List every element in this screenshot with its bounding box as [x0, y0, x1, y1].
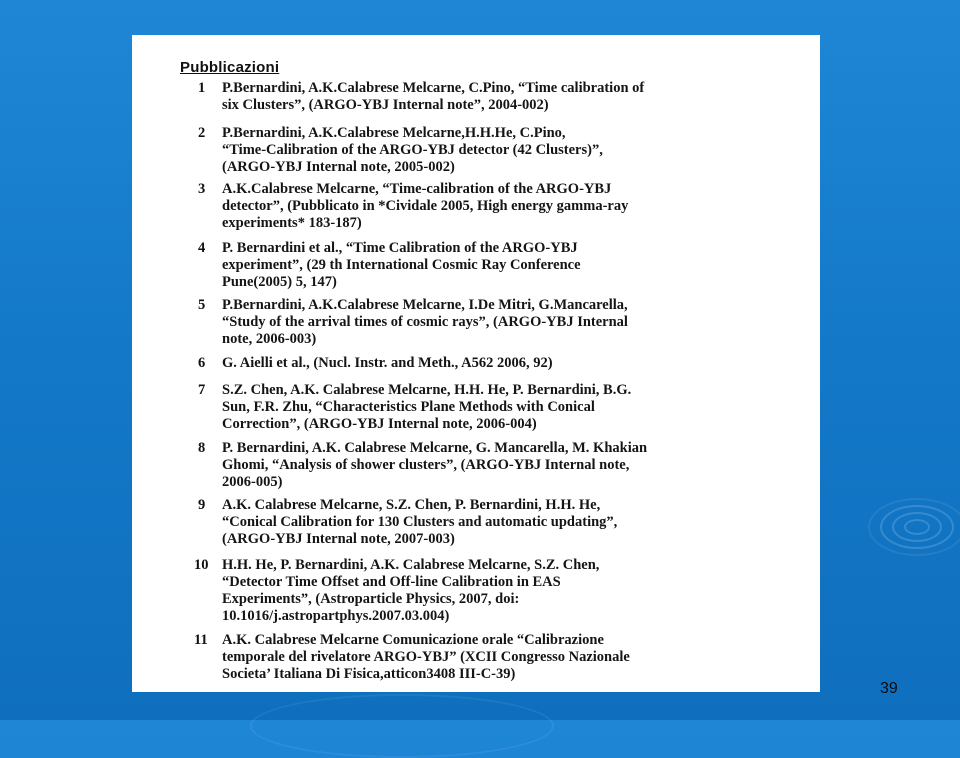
publication-text [222, 632, 758, 683]
publication-line: Ghomi, “Analysis of shower clusters”, (ARGO-YBJ Internal note, [222, 457, 630, 473]
publication-line: (ARGO-YBJ Internal note, 2005-002) [222, 159, 455, 175]
publication-line: Societa’ Italiana Di Fisica,atticon3408 III-C-39) [222, 666, 516, 682]
publication-text [222, 355, 758, 372]
publication-text [222, 557, 758, 625]
publication-text [222, 125, 758, 176]
publication-line: A.K. Calabrese Melcarne Comunicazione orale “Calibrazione [222, 632, 604, 648]
publication-line: six Clusters”, (ARGO-YBJ Internal note”, 2004-002) [222, 97, 549, 113]
publications-heading: Pubblicazioni [180, 59, 280, 76]
publication-item [194, 632, 758, 683]
publication-number: 3 [198, 181, 206, 197]
publication-line: P. Bernardini, A.K. Calabrese Melcarne, G. Mancarella, M. Khakian [222, 440, 648, 456]
publication-line: P.Bernardini, A.K.Calabrese Melcarne, C.Pino, “Time calibration of [222, 80, 645, 96]
publication-line: H.H. He, P. Bernardini, A.K. Calabrese Melcarne, S.Z. Chen, [222, 557, 600, 573]
publication-line: 10.1016/j.astropartphys.2007.03.004) [222, 608, 450, 624]
publication-line: “Conical Calibration for 130 Clusters and automatic updating”, [222, 514, 618, 530]
publication-number: 10 [194, 557, 209, 573]
publication-text [222, 297, 758, 348]
publication-item [198, 240, 758, 291]
publication-number: 8 [198, 440, 206, 456]
publication-line: Experiments”, (Astroparticle Physics, 2007, doi: [222, 591, 520, 607]
publication-text [222, 497, 758, 548]
publication-line: Pune(2005) 5, 147) [222, 274, 337, 290]
publication-number: 6 [198, 355, 206, 371]
publication-text [222, 382, 758, 433]
publication-list [132, 35, 820, 692]
publication-line: P. Bernardini et al., “Time Calibration of the ARGO-YBJ [222, 240, 578, 256]
publication-line: experiment”, (29 th International Cosmic Ray Conference [222, 257, 581, 273]
publication-line: “Detector Time Offset and Off-line Calibration in EAS [222, 574, 561, 590]
publication-item [198, 80, 758, 114]
publication-text [222, 440, 758, 491]
publication-item [198, 355, 758, 372]
publication-number: 1 [198, 80, 206, 96]
publication-item [198, 382, 758, 433]
publication-item [198, 297, 758, 348]
publication-line: Sun, F.R. Zhu, “Characteristics Plane Methods with Conical [222, 399, 595, 415]
publication-line: Correction”, (ARGO-YBJ Internal note, 2006-004) [222, 416, 537, 432]
publication-line: “Study of the arrival times of cosmic rays”, (ARGO-YBJ Internal [222, 314, 628, 330]
publication-line: (ARGO-YBJ Internal note, 2007-003) [222, 531, 455, 547]
slide-number: 39 [880, 680, 898, 697]
publication-text [222, 80, 758, 114]
publication-number: 11 [194, 632, 208, 648]
publication-item [198, 497, 758, 548]
publication-line: temporale del rivelatore ARGO-YBJ” (XCII Congresso Nazionale [222, 649, 630, 665]
publication-line: A.K.Calabrese Melcarne, “Time-calibration of the ARGO-YBJ [222, 181, 612, 197]
publication-item [198, 181, 758, 232]
publication-item [198, 125, 758, 176]
publication-line: experiments* 183-187) [222, 215, 362, 231]
publication-number: 5 [198, 297, 206, 313]
publication-line: P.Bernardini, A.K.Calabrese Melcarne, I.De Mitri, G.Mancarella, [222, 297, 628, 313]
document-page [132, 35, 820, 692]
publication-line: P.Bernardini, A.K.Calabrese Melcarne,H.H.He, C.Pino, [222, 125, 566, 141]
publication-line: S.Z. Chen, A.K. Calabrese Melcarne, H.H. He, P. Bernardini, B.G. [222, 382, 632, 398]
publication-line: detector”, (Pubblicato in *Cividale 2005, High energy gamma-ray [222, 198, 629, 214]
publication-line: A.K. Calabrese Melcarne, S.Z. Chen, P. Bernardini, H.H. He, [222, 497, 601, 513]
publication-number: 7 [198, 382, 206, 398]
publication-number: 2 [198, 125, 206, 141]
publication-number: 4 [198, 240, 206, 256]
publication-number: 9 [198, 497, 206, 513]
publication-line: note, 2006-003) [222, 331, 317, 347]
publication-item [198, 440, 758, 491]
publication-line: 2006-005) [222, 474, 283, 490]
publication-text [222, 181, 758, 232]
publication-line: G. Aielli et al., (Nucl. Instr. and Meth., A562 2006, 92) [222, 355, 553, 371]
publication-line: “Time-Calibration of the ARGO-YBJ detector (42 Clusters)”, [222, 142, 603, 158]
publication-item [194, 557, 758, 625]
publication-text [222, 240, 758, 291]
